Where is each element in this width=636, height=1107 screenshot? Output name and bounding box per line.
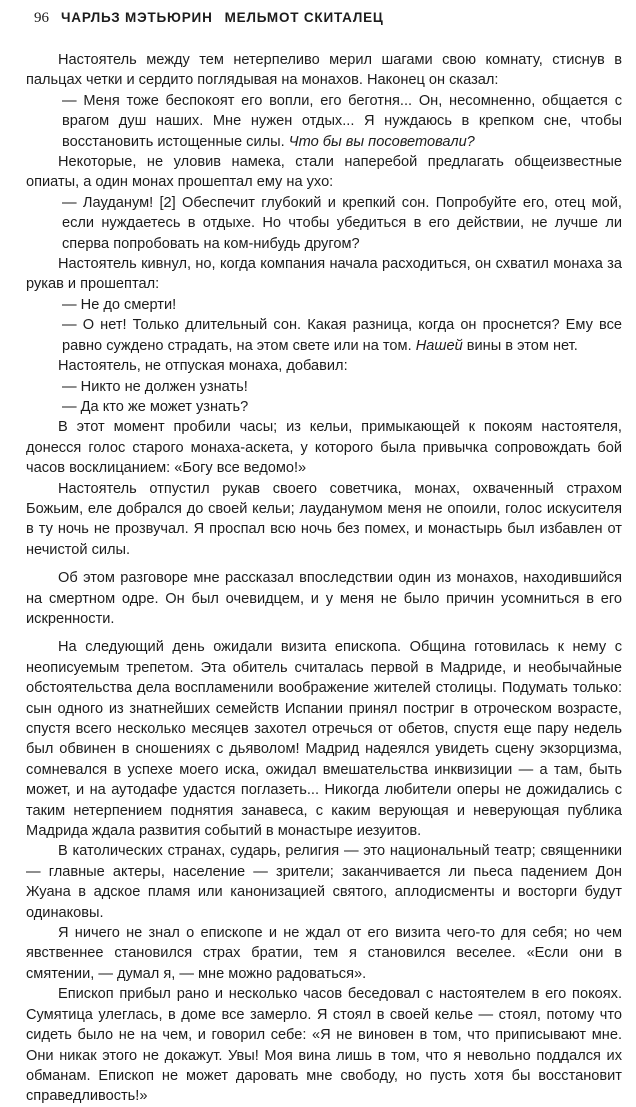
paragraph: На следующий день ожидали визита епископа. Община готовилась к нему с неописуемым трепетом. Эта обитель считалась первой в Мадриде, и необычайные обстоятельства дела воспламенили воображение жителей столицы. Подумать только: сын одного из знатнейших семейств Испании принял постриг в отроческом возрасте, спустя всего несколько месяцев захотел отречься от обетов, спустя еще пару недель был обвинен в сношениях с дьяволом! Мадрид надеялся увидеть сцену экзорцизма, сомневался в успехе моего иска, ожидал вмешательства инквизиции — а там, быть может, и на аутодафе удастся поглазеть... Никогда любители оперы не дожидались с таким нетерпением поднятия занавеса, с каким верующая и неверующая публика Мадрида ждала развития событий в монастыре иезуитов. xyxy=(26,639,622,840)
page-number: 96 xyxy=(34,10,49,26)
dialogue-line: — Да кто же может узнать? xyxy=(62,398,249,415)
paragraph: Настоятель между тем нетерпеливо мерил шагами свою комнату, стиснув в пальцах четки и сердито поглядывая на монахов. Наконец он сказал: xyxy=(26,52,622,89)
dialogue-line: — Лауданум! [2] Обеспечит глубокий и крепкий сон. Попробуйте его, отец мой, если нуждаетесь в отдыхе. Но чтобы убедиться в его действии, не лучше ли сперва попробовать на ком-нибудь другом? xyxy=(62,194,622,252)
paragraph: Епископ прибыл рано и несколько часов беседовал с настоятелем в его покоях. Сумятица улеглась, в доме все замерло. Я стоял в своей келье — стоял, потому что сидеть было не на чем, и говорил себе: «Я не виновен в том, что приписывают мне. Они никак этого не докажут. Увы! Моя вина лишь в том, что я невольно поддался их обманам. Епископ не может даровать мне свободу, но пусть хотя бы восстановит справедливость!» xyxy=(26,986,622,1105)
paragraph: Настоятель кивнул, но, когда компания начала расходиться, он схватил монаха за рукав и прошептал: xyxy=(26,256,622,293)
running-header-title: МЕЛЬМОТ СКИТАЛЕЦ xyxy=(224,10,384,25)
paragraph: Об этом разговоре мне рассказал впоследствии один из монахов, находившийся на смертном одре. Он был очевидцем, и у меня не было причин усомниться в его искренности. xyxy=(26,570,622,627)
dialogue-line: — О нет! Только длительный сон. Какая разница, когда он проснется? Ему все равно суждено страдать, на этом свете или на том. Нашей вины в этом нет. xyxy=(62,317,622,354)
paragraph: Настоятель, не отпуская монаха, добавил: xyxy=(58,358,348,375)
dialogue-line: — Не до смерти! xyxy=(62,296,177,313)
paragraph: Я ничего не знал о епископе и не ждал от его визита чего-то для себя; но чем явственнее становился страх братии, тем я становился веселее. «Если они в смятении, — думал я, — мне можно радоваться». xyxy=(26,925,622,982)
running-header-author: ЧАРЛЬЗ МЭТЬЮРИН xyxy=(61,10,213,25)
paragraph: Некоторые, не уловив намека, стали наперебой предлагать общеизвестные опиаты, а один монах прошептал ему на ухо: xyxy=(26,154,622,191)
running-header xyxy=(34,10,622,38)
dialogue-line: — Меня тоже беспокоят его вопли, его беготня... Он, несомненно, общается с врагом душ наших. Мне нужен отдых... Я нуждаюсь в крепком сне, чтобы восстановить истощенные силы. Что бы вы посоветовали? xyxy=(62,92,622,150)
body-text xyxy=(26,50,622,1107)
paragraph: В католических странах, сударь, религия — это национальный театр; священники — главные актеры, население — зрители; заканчивается ли пьеса падением Дон Жуана в адское пламя или канонизацией святого, аплодисменты и восторги будут одинаковы. xyxy=(26,843,622,921)
dialogue-line: — Никто не должен узнать! xyxy=(62,378,248,395)
paragraph: Настоятель отпустил рукав своего советчика, монах, охваченный страхом Божьим, еле добрался до своей кельи; лауданумом меня не опоили, голос искусителя в ту ночь не прозвучал. Я проспал всю ночь без помех, и монастырь был избавлен от нечистой силы. xyxy=(26,480,622,558)
paragraph: В этот момент пробили часы; из кельи, примыкающей к покоям настоятеля, донесся голос старого монаха-аскета, у которого была привычка сопровождать бой часов восклицанием: «Богу все ведомо!» xyxy=(26,419,622,477)
